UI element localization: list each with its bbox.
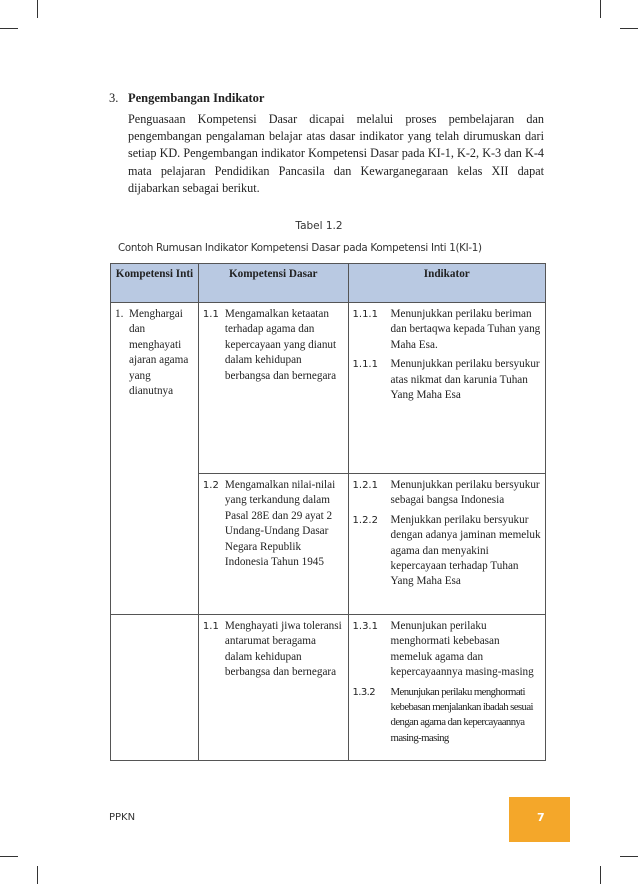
indicator-item: [353, 307, 541, 353]
header-kompetensi-inti: Kompetensi Inti: [111, 264, 199, 303]
indicator-text: Menunjukkan perilaku bersyukur atas nikmat dan karunia Tuhan Yang Maha Esa: [390, 358, 540, 402]
indicator-item: [353, 513, 541, 590]
crop-mark: [620, 28, 638, 29]
table-label: Tabel 1.2: [295, 220, 343, 232]
kd-item: [203, 307, 344, 384]
footer-subject: PPKN: [109, 812, 136, 823]
indicator-text: Menjukkan perilaku bersyukur dengan adanya jaminan memeluk agama dan menyakini kepercayaan terhadap Tuhan Yang Maha Esa: [390, 513, 541, 588]
indicator-item: [353, 478, 541, 509]
kd-item: [203, 478, 344, 570]
section-heading: [109, 91, 264, 106]
table-title: Contoh Rumusan Indikator Kompetensi Dasar pada Kompetensi Inti 1(KI-1): [118, 242, 482, 254]
ki-empty-cell: [111, 615, 199, 761]
indicator-cell: [348, 615, 545, 761]
table-header-row: [111, 264, 546, 303]
kd-cell: [198, 303, 348, 474]
kd-item: [203, 619, 344, 681]
indicator-number: 1.1.1: [352, 359, 378, 371]
section-number: 3.: [109, 91, 119, 105]
indicator-text: Menunjukkan perilaku bersyukur sebagai bangsa Indonesia: [390, 479, 540, 507]
indicator-item: [353, 685, 541, 747]
kd-number: 1.1: [202, 309, 219, 320]
kd-text: Mengamalkan ketaatan terhadap agama dan kepercayaan yang dianut dalam kehidupan berbangsa dan bernegara: [224, 308, 337, 382]
indicator-item: [353, 357, 541, 403]
crop-mark: [37, 866, 38, 884]
crop-mark: [600, 866, 601, 884]
indicator-text: Menunjukkan perilaku beriman dan bertaqwa kepada Tuhan yang Maha Esa.: [390, 308, 541, 351]
table-row: [111, 303, 546, 474]
indicator-table: [110, 263, 546, 761]
header-kompetensi-dasar: Kompetensi Dasar: [198, 264, 348, 303]
indicator-cell: [348, 303, 545, 474]
section-title: Pengembangan Indikator: [128, 91, 265, 105]
kd-number: 1.2: [202, 480, 219, 491]
ki-number: 1.: [115, 308, 124, 320]
crop-mark: [0, 28, 18, 29]
crop-mark: [600, 0, 601, 18]
kd-text: Menghayati jiwa toleransi antarumat beragama dalam kehidupan berbangsa dan bernegara: [224, 620, 342, 679]
crop-mark: [37, 0, 38, 18]
indicator-number: 1.3.2: [352, 686, 375, 698]
indicator-text: Menunjukan perilaku menghormati kebebasan menjalankan ibadah sesuai dengan agama dan kepercayaannya masing-masing: [390, 685, 533, 744]
indicator-item: [353, 619, 541, 681]
indicator-text: Menunjukan perilaku menghormati kebebasan memeluk agama dan kepercayaannya masing-masing: [390, 620, 534, 679]
indicator-number: 1.2.2: [352, 514, 378, 526]
indicator-number: 1.2.1: [352, 480, 378, 491]
ki-cell: [111, 303, 199, 615]
section-paragraph: Penguasaan Kompetensi Dasar dicapai melalui proses pembelajaran dan pengembangan pengalaman belajar atas dasar indikator yang telah dirumuskan dari setiap KD. Pengembangan indikator Kompetensi Dasar pada KI-1, K-2, K-3 dan K-4 mata pelajaran Pendidikan Pancasila dan Kewarganegaraan kelas XII dapat dijabarkan sebagai berikut.: [128, 112, 544, 195]
ki-item: [115, 307, 194, 399]
crop-mark: [620, 856, 638, 857]
crop-mark: [0, 856, 18, 857]
kd-cell: [198, 615, 348, 761]
indicator-number: 1.1.1: [352, 309, 378, 320]
table-row: [111, 615, 546, 761]
indicator-cell: [348, 474, 545, 615]
header-indikator: Indikator: [348, 264, 545, 303]
ki-text: Menghargai dan menghayati ajaran agama yang dianutnya: [129, 308, 189, 398]
page-number-box: [509, 797, 570, 842]
kd-cell: [198, 474, 348, 615]
indicator-number: 1.3.1: [352, 621, 378, 632]
kd-text: Mengamalkan nilai-nilai yang terkandung dalam Pasal 28E dan 29 ayat 2 Undang-Undang Dasar Negara Republik Indonesia Tahun 1945: [224, 479, 336, 569]
kd-number: 1.1: [202, 621, 219, 632]
page-number: 7: [537, 811, 545, 824]
